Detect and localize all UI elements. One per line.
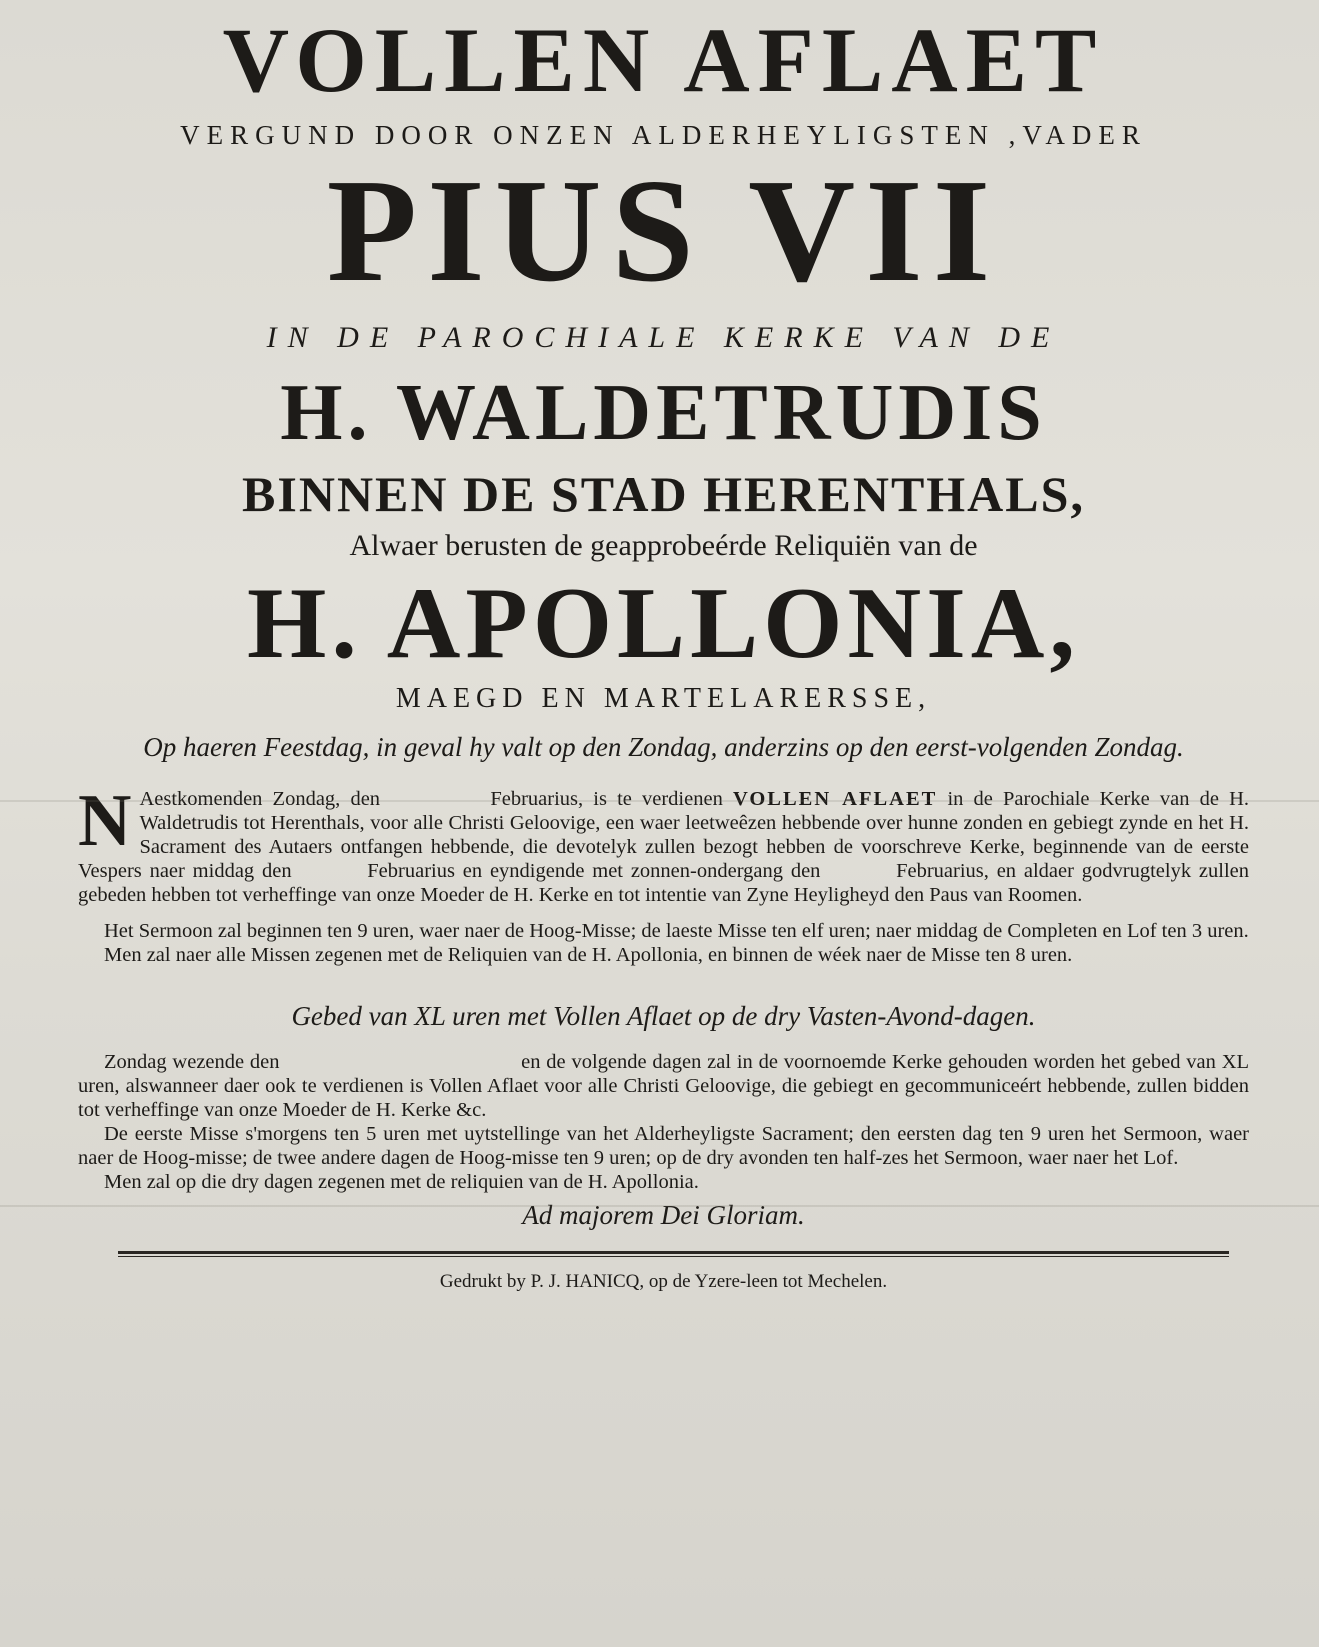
paragraph-emphasis: VOLLEN AFLAET — [732, 788, 938, 811]
prayer-heading: Gebed van XL uren met Vollen Aflaet op de dry Vasten-Avond-dagen. — [291, 1001, 1036, 1032]
paper-fold-line — [0, 800, 1319, 802]
paper-fold-line — [0, 1205, 1319, 1207]
paragraph-text — [78, 1050, 1249, 1122]
paragraph-text: in de Parochiale Kerke van de H. Waldetrudis tot Herenthals, voor alle Christi Geloovige, een waer leetweêzen hebbende over hunne zonden en gebiegt zynde en het H. Sacrament des Autaers ontfangen hebbende, die devotelyk zullen bezogt hebben de voorschreve Kerke, beginnende van de eerste Vespers naer middag den — [78, 788, 1250, 883]
paragraph-text: en de volgende dagen zal in de voornoemde Kerke gehouden worden het gebed van XL uren, alswanneer daer ook te verdienen is Vollen Aflaet voor alle Christi Geloovige, die gebiegt en gecommuniceért hebbende, zullen bidden tot verheffinge van onze Moeder de H. Kerke &c. — [78, 1051, 1250, 1122]
subtitle-vergund: VERGUND DOOR ONZEN ALDERHEYLIGSTEN ,VADER — [180, 120, 1147, 150]
divider-rule — [118, 1251, 1229, 1257]
subtitle-reliquien: Alwaer berusten de geapprobeérde Reliquiën van de — [349, 529, 978, 562]
title-herenthals: BINNEN DE STAD HERENTHALS, — [242, 466, 1085, 522]
subtitle-maegd: MAEGD EN MARTELARERSSE, — [395, 683, 932, 714]
paragraph-text: Men zal op die dry dagen zegenen met de reliquien van de H. Apollonia. — [104, 1171, 699, 1194]
paragraph-text: De eerste Misse s'morgens ten 5 uren met uytstellinge van het Alderheyligste Sacrament; den eersten dag ten 9 uren het Sermoon, waer naer de Hoog-misse; de twee andere dagen de Hoog-misse ten 9 uren; op de dry avonden ten half-zes het Sermoon, waer naer het Lof. — [78, 1123, 1249, 1170]
poster-heading — [78, 9, 1249, 762]
drop-cap: N — [78, 780, 132, 863]
subtitle-parochiale-kerke: IN DE PAROCHIALE KERKE VAN DE — [266, 321, 1061, 354]
closing-motto: Ad majorem Dei Gloriam. — [522, 1200, 805, 1231]
title-pius-vii: PIUS VII — [326, 149, 1001, 313]
paragraph-text: Zondag wezende den — [104, 1051, 280, 1074]
paragraph-text: Februarius, is te verdienen — [490, 788, 723, 811]
title-waldetrudis: H. WALDETRUDIS — [280, 369, 1047, 457]
title-vollen-aflaet: VOLLEN AFLAET — [222, 9, 1105, 111]
title-apollonia: H. APOLLONIA, — [247, 567, 1080, 680]
indulgence-paragraph — [78, 780, 1250, 907]
paragraph-text: Februarius, en aldaer godvrugtelyk zullen gebeden hebben tot verheffinge van onze Moeder de H. Kerke en tot intentie van Zyne Heyligheyd den Paus van Roomen. — [78, 860, 1249, 907]
prayer-section — [78, 1050, 1249, 1194]
feastday-note: Op haeren Feestdag, in geval hy valt op den Zondag, anderzins op den eerst-volgenden Zondag. — [143, 732, 1184, 762]
paragraph-text: Februarius en eyndigende met zonnen-ondergang den — [367, 860, 821, 883]
paragraph-text: Men zal naer alle Missen zegenen met de Reliquien van de H. Apollonia, en binnen de wéek naer de Misse ten 8 uren. — [104, 944, 1073, 967]
paragraph-text: Aestkomenden Zondag, den — [139, 788, 381, 811]
paragraph-text: Het Sermoon zal beginnen ten 9 uren, waer naer de Hoog-Misse; de laeste Misse ten elf uren; naer middag de Completen en Lof ten 3 uren. — [104, 920, 1249, 943]
sermon-schedule — [78, 919, 1249, 967]
printer-imprint: Gedrukt by P. J. HANICQ, op de Yzere-leen tot Mechelen. — [439, 1271, 888, 1293]
